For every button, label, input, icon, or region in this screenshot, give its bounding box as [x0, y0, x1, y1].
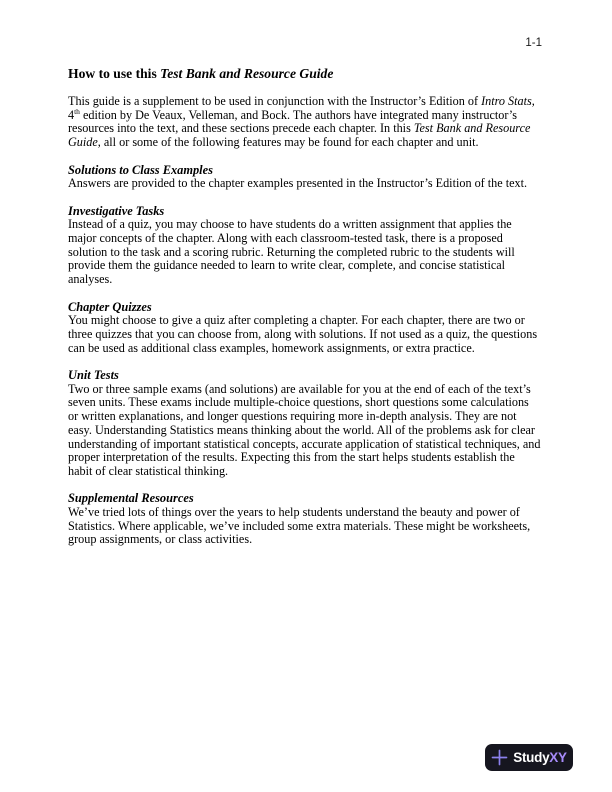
- section-heading: Investigative Tasks: [68, 203, 165, 218]
- document-content: [68, 66, 541, 547]
- brand-text: [513, 750, 566, 765]
- section-body: Two or three sample exams (and solutions) are available for you at the end of each of the text’s seven units. These exams include multiple-choice questions, short questions some calculations or written explanations, and longer questions requiring more in-depth analysis. They are not easy. Understanding Statistics means thinking about the world. All of the problems ask for clear understanding of important statistical concepts, accurate application of statistical techniques, and proper interpretation of the results. Expecting this from the start helps students establish the habit of clear statistical thinking.: [68, 381, 541, 478]
- page-number: 1-1: [525, 37, 542, 49]
- section-chapter-quizzes: [68, 301, 541, 356]
- section-heading: Solutions to Class Examples: [68, 162, 213, 177]
- section-body: We’ve tried lots of things over the years to help students understand the beauty and power of Statistics. Where applicable, we’ve included some extra materials. These might be worksheets, group assignments, or class activities.: [68, 505, 531, 547]
- section-heading: Chapter Quizzes: [68, 299, 152, 314]
- plus-icon: [491, 749, 508, 766]
- brand-name: Study: [513, 750, 550, 765]
- brand-suffix: XY: [549, 750, 567, 765]
- section-heading: Unit Tests: [68, 368, 119, 382]
- intro-paragraph: This guide is a supplement to be used in conjunction with the Instructor’s Edition of Intro Stats, 4th edition by De Veaux, Velleman, and Bock. The authors have integrated many instructor’s resources into the text, and these sections precede each chapter. In this Test Bank and Resource Guide, all or some of the following features may be found for each chapter and unit.: [68, 94, 535, 150]
- section-supplemental-resources: [68, 492, 541, 547]
- studyxy-badge[interactable]: [485, 744, 573, 771]
- section-unit-tests: [68, 369, 541, 479]
- section-body: Answers are provided to the chapter examples presented in the Instructor’s Edition of the text.: [68, 176, 528, 191]
- section-body: You might choose to give a quiz after completing a chapter. For each chapter, there are two or three quizzes that you can choose from, along with solutions. If not used as a quiz, the questions can be used as additional class examples, homework assignments, or extra practice.: [68, 313, 538, 355]
- section-body: Instead of a quiz, you may choose to have students do a written assignment that applies the major concepts of the chapter. Along with each classroom-tested task, there is a proposed solution to the task and a scoring rubric. Returning the completed rubric to the students will provide them the guidance needed to learn to write clear, complete, and concise statistical analyses.: [68, 217, 515, 287]
- section-solutions: [68, 164, 541, 191]
- document-title: How to use this Test Bank and Resource Guide: [68, 66, 334, 81]
- section-heading: Supplemental Resources: [68, 491, 194, 506]
- section-investigative-tasks: [68, 205, 541, 287]
